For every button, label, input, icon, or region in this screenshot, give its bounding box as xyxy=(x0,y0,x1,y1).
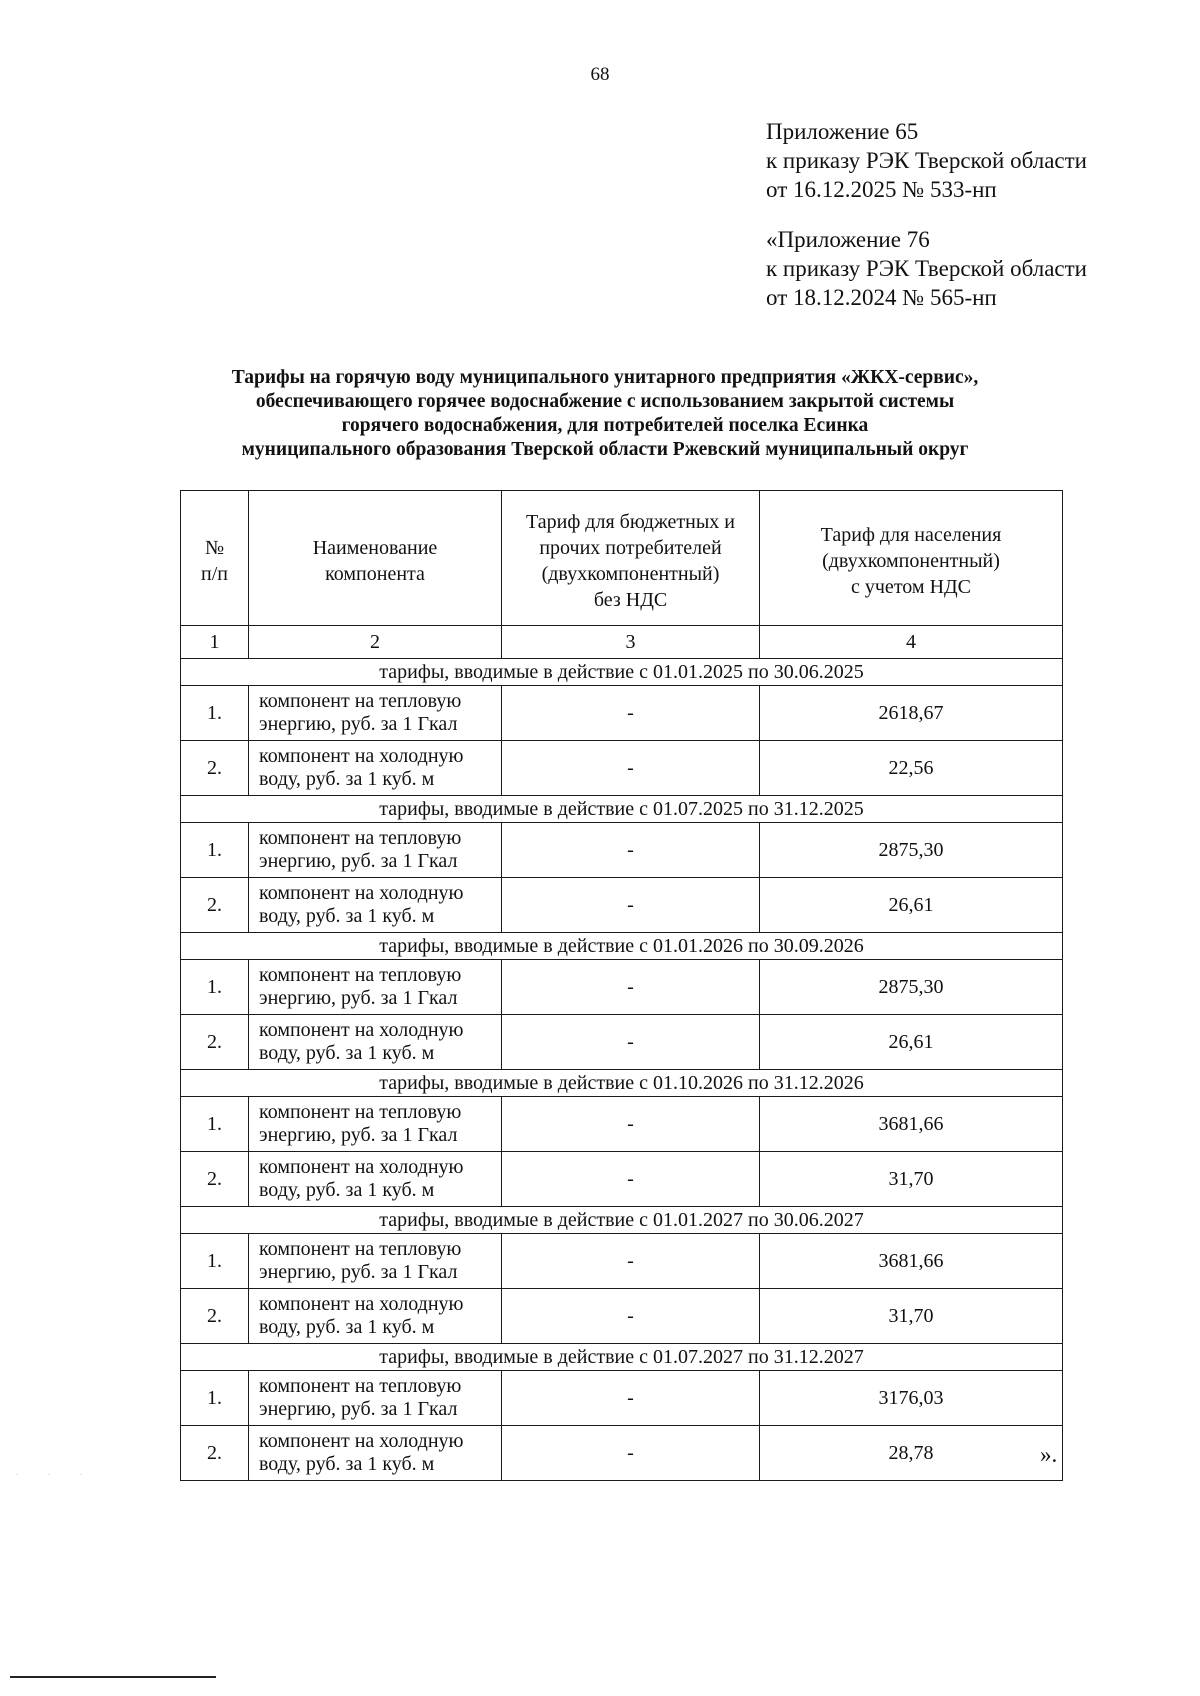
table-row xyxy=(181,878,1063,933)
period-header-row xyxy=(181,1207,1063,1234)
component-name-line: компонент на тепловую xyxy=(259,964,462,986)
header-component-name: Наименование компонента xyxy=(249,491,502,626)
table-row xyxy=(181,1015,1063,1070)
row-number: 1. xyxy=(181,1371,249,1426)
table-row xyxy=(181,741,1063,796)
component-name xyxy=(249,686,502,741)
component-name-line: компонент на тепловую xyxy=(259,1238,462,1260)
table-row xyxy=(181,1097,1063,1152)
budget-tariff-value: - xyxy=(502,686,760,741)
period-label: тарифы, вводимые в действие с 01.01.2027 по 30.06.2027 xyxy=(181,1207,1063,1234)
appendix-new-line-1: Приложение 65 xyxy=(766,119,919,144)
header-num: № п/п xyxy=(181,491,249,626)
component-name xyxy=(249,1152,502,1207)
table-body xyxy=(181,626,1063,1481)
period-label: тарифы, вводимые в действие с 01.10.2026 по 31.12.2026 xyxy=(181,1070,1063,1097)
table-header-row xyxy=(181,491,1063,626)
population-tariff-value: 31,70 xyxy=(760,1289,1063,1344)
scan-artifact: . . . xyxy=(16,1468,96,1477)
period-label: тарифы, вводимые в действие с 01.07.2027 по 31.12.2027 xyxy=(181,1344,1063,1371)
component-name-line: компонент на тепловую xyxy=(259,690,462,712)
header-budget-tariff: Тариф для бюджетных и прочих потребителей (двухкомпонентный) без НДС xyxy=(502,491,760,626)
closing-quote: ». xyxy=(1040,1442,1058,1467)
population-tariff-value: 31,70 xyxy=(760,1152,1063,1207)
component-name-line: компонент на холодную xyxy=(259,1019,464,1041)
table-row xyxy=(181,960,1063,1015)
component-name xyxy=(249,1426,502,1481)
component-name-line: воду, руб. за 1 куб. м xyxy=(259,905,435,927)
budget-tariff-value: - xyxy=(502,1289,760,1344)
component-name-line: энергию, руб. за 1 Гкал xyxy=(259,1124,458,1146)
population-tariff-value: 3176,03 xyxy=(760,1371,1063,1426)
population-tariff-value: 26,61 xyxy=(760,878,1063,933)
component-name-line: воду, руб. за 1 куб. м xyxy=(259,1042,435,1064)
period-header-row xyxy=(181,933,1063,960)
budget-tariff-value: - xyxy=(502,823,760,878)
component-name xyxy=(249,741,502,796)
row-number: 1. xyxy=(181,1097,249,1152)
component-name-line: воду, руб. за 1 куб. м xyxy=(259,768,435,790)
component-name-line: воду, руб. за 1 куб. м xyxy=(259,1316,435,1338)
row-number: 2. xyxy=(181,1015,249,1070)
component-name xyxy=(249,1015,502,1070)
component-name-line: компонент на холодную xyxy=(259,1430,464,1452)
appendix-old-line-1: «Приложение 76 xyxy=(766,227,930,252)
column-number: 1 xyxy=(181,626,249,659)
component-name-line: энергию, руб. за 1 Гкал xyxy=(259,850,458,872)
table-row xyxy=(181,1234,1063,1289)
row-number: 1. xyxy=(181,960,249,1015)
budget-tariff-value: - xyxy=(502,1015,760,1070)
row-number: 2. xyxy=(181,1426,249,1481)
row-number: 1. xyxy=(181,686,249,741)
component-name-line: компонент на холодную xyxy=(259,1156,464,1178)
footnote-rule xyxy=(10,1676,216,1678)
period-header-row xyxy=(181,1070,1063,1097)
row-number: 2. xyxy=(181,878,249,933)
population-tariff-value: 2618,67 xyxy=(760,686,1063,741)
population-tariff-value: 26,61 xyxy=(760,1015,1063,1070)
row-number: 1. xyxy=(181,823,249,878)
tariffs-table xyxy=(180,490,1063,1481)
appendix-reference-new xyxy=(766,117,1087,204)
budget-tariff-value: - xyxy=(502,1152,760,1207)
title-line-1: Тарифы на горячую воду муниципального унитарного предприятия «ЖКХ-сервис», xyxy=(231,367,979,388)
page-number: 68 xyxy=(590,64,610,85)
table-row xyxy=(181,823,1063,878)
header-population-tariff: Тариф для населения (двухкомпонентный) с учетом НДС xyxy=(760,491,1063,626)
row-number: 2. xyxy=(181,741,249,796)
budget-tariff-value: - xyxy=(502,960,760,1015)
component-name xyxy=(249,1097,502,1152)
period-header-row xyxy=(181,659,1063,686)
budget-tariff-value: - xyxy=(502,741,760,796)
period-header-row xyxy=(181,1344,1063,1371)
component-name xyxy=(249,960,502,1015)
row-number: 2. xyxy=(181,1152,249,1207)
component-name-line: энергию, руб. за 1 Гкал xyxy=(259,713,458,735)
component-name-line: воду, руб. за 1 куб. м xyxy=(259,1179,435,1201)
table-row xyxy=(181,1289,1063,1344)
population-tariff-value: 2875,30 xyxy=(760,960,1063,1015)
column-number: 3 xyxy=(502,626,760,659)
appendix-old-line-2: к приказу РЭК Тверской области xyxy=(766,256,1087,281)
component-name xyxy=(249,1289,502,1344)
budget-tariff-value: - xyxy=(502,1097,760,1152)
budget-tariff-value: - xyxy=(502,878,760,933)
period-label: тарифы, вводимые в действие с 01.01.2025 по 30.06.2025 xyxy=(181,659,1063,686)
title-line-4: муниципального образования Тверской области Ржевский муниципальный округ xyxy=(241,439,969,460)
period-header-row xyxy=(181,796,1063,823)
table-row xyxy=(181,1371,1063,1426)
period-label: тарифы, вводимые в действие с 01.07.2025 по 31.12.2025 xyxy=(181,796,1063,823)
title-line-2: обеспечивающего горячее водоснабжение с использованием закрытой системы xyxy=(255,391,955,412)
title-line-3: горячего водоснабжения, для потребителей поселка Есинка xyxy=(341,415,869,436)
population-tariff-value: 22,56 xyxy=(760,741,1063,796)
appendix-reference-old xyxy=(766,225,1087,312)
column-number: 4 xyxy=(760,626,1063,659)
component-name xyxy=(249,823,502,878)
component-name-line: компонент на холодную xyxy=(259,745,464,767)
column-number-row xyxy=(181,626,1063,659)
component-name-line: компонент на тепловую xyxy=(259,1375,462,1397)
table-row xyxy=(181,686,1063,741)
column-number: 2 xyxy=(249,626,502,659)
appendix-old-line-3: от 18.12.2024 № 565-нп xyxy=(766,285,997,310)
component-name xyxy=(249,878,502,933)
document-title xyxy=(140,366,1070,462)
component-name-line: компонент на тепловую xyxy=(259,827,462,849)
component-name xyxy=(249,1234,502,1289)
component-name-line: компонент на холодную xyxy=(259,882,464,904)
row-number: 2. xyxy=(181,1289,249,1344)
component-name-line: компонент на холодную xyxy=(259,1293,464,1315)
component-name-line: компонент на тепловую xyxy=(259,1101,462,1123)
population-tariff-value: 2875,30 xyxy=(760,823,1063,878)
component-name-line: энергию, руб. за 1 Гкал xyxy=(259,1398,458,1420)
row-number: 1. xyxy=(181,1234,249,1289)
population-tariff-value: 3681,66 xyxy=(760,1097,1063,1152)
component-name-line: энергию, руб. за 1 Гкал xyxy=(259,1261,458,1283)
population-tariff-value: 28,78 xyxy=(760,1426,1063,1481)
budget-tariff-value: - xyxy=(502,1426,760,1481)
appendix-new-line-3: от 16.12.2025 № 533-нп xyxy=(766,177,997,202)
budget-tariff-value: - xyxy=(502,1371,760,1426)
table-row xyxy=(181,1152,1063,1207)
period-label: тарифы, вводимые в действие с 01.01.2026 по 30.09.2026 xyxy=(181,933,1063,960)
component-name xyxy=(249,1371,502,1426)
appendix-new-line-2: к приказу РЭК Тверской области xyxy=(766,148,1087,173)
component-name-line: воду, руб. за 1 куб. м xyxy=(259,1453,435,1475)
population-tariff-value: 3681,66 xyxy=(760,1234,1063,1289)
table-row xyxy=(181,1426,1063,1481)
component-name-line: энергию, руб. за 1 Гкал xyxy=(259,987,458,1009)
budget-tariff-value: - xyxy=(502,1234,760,1289)
